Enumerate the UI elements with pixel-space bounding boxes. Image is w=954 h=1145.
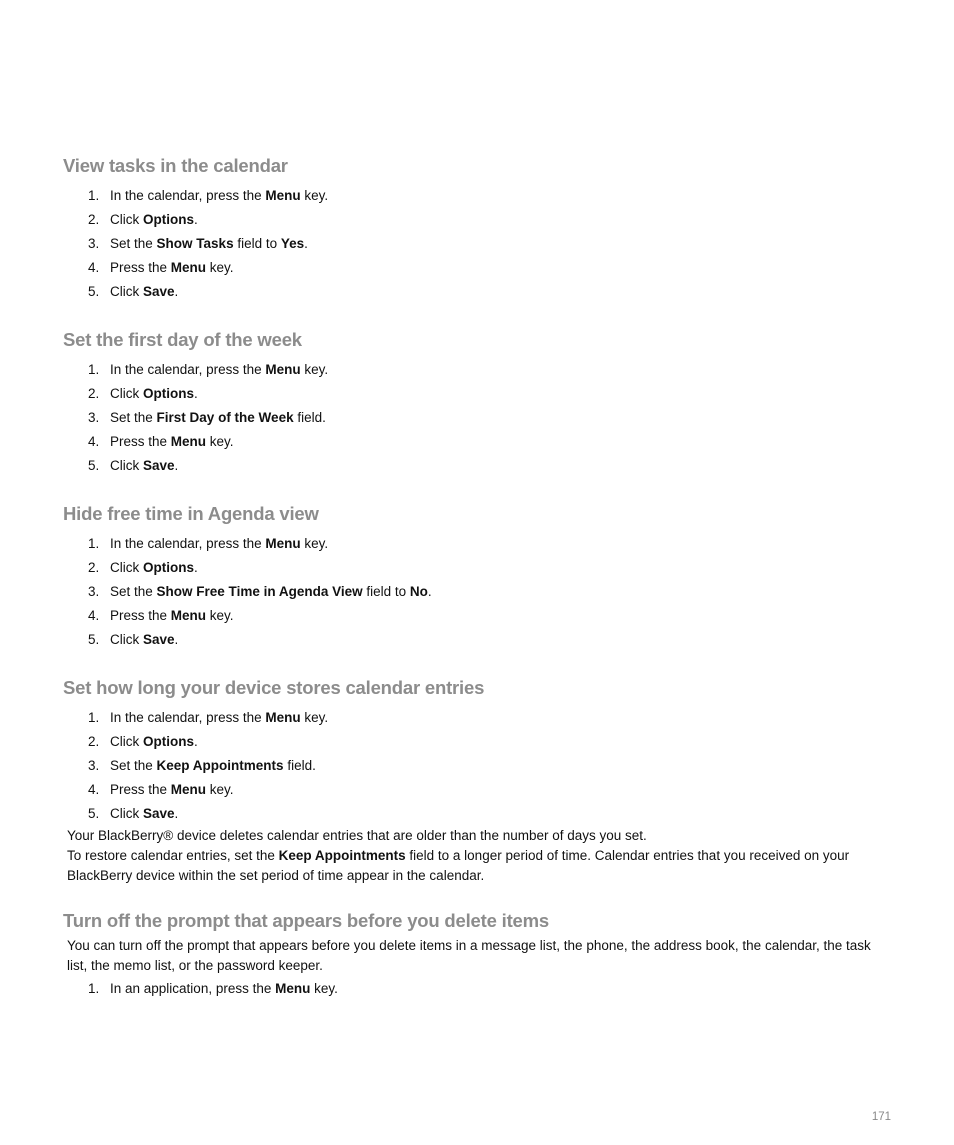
list-item: 4. Press the Menu key.: [88, 260, 234, 275]
section-heading: Hide free time in Agenda view: [63, 503, 319, 524]
steps-list: [63, 187, 893, 307]
section-hide-free-time: [63, 502, 893, 655]
list-item: 3. Set the Show Free Time in Agenda View field to No.: [88, 584, 432, 599]
intro-paragraph: You can turn off the prompt that appears before you delete items in a message list, the phone, the address book, the calendar, the task list, the memo list, or the password keeper.: [67, 938, 871, 973]
page-number: 171: [871, 1111, 891, 1123]
list-item: 3. Set the Show Tasks field to Yes.: [88, 236, 308, 251]
list-item: 3. Set the First Day of the Week field.: [88, 410, 326, 425]
section-heading: View tasks in the calendar: [63, 155, 288, 176]
note-line: Your BlackBerry® device deletes calendar entries that are older than the number of days you set.: [67, 828, 647, 843]
section-delete-prompt: [63, 909, 893, 1004]
section-calendar-entry-storage: [63, 676, 893, 886]
note-line: To restore calendar entries, set the Keep Appointments field to a longer period of time. Calendar entries that you received on your BlackBerry device within the set period of time appear in the calendar.: [67, 848, 850, 883]
list-item: 1. In an application, press the Menu key.: [88, 981, 338, 996]
list-item: 2. Click Options.: [88, 386, 198, 401]
steps-list: [63, 361, 893, 481]
section-heading: Turn off the prompt that appears before you delete items: [63, 910, 549, 931]
list-item: 1. In the calendar, press the Menu key.: [88, 536, 329, 551]
list-item: 1. In the calendar, press the Menu key.: [88, 362, 329, 377]
list-item: 3. Set the Keep Appointments field.: [88, 758, 316, 773]
steps-list: [63, 535, 893, 655]
list-item: 5. Click Save.: [88, 806, 179, 821]
list-item: 1. In the calendar, press the Menu key.: [88, 188, 329, 203]
steps-list: [63, 980, 893, 1004]
list-item: 2. Click Options.: [88, 734, 198, 749]
section-first-day-of-week: [63, 328, 893, 481]
list-item: 5. Click Save.: [88, 458, 179, 473]
section-heading: Set the first day of the week: [63, 329, 302, 350]
list-item: 4. Press the Menu key.: [88, 608, 234, 623]
list-item: 1. In the calendar, press the Menu key.: [88, 710, 329, 725]
list-item: 4. Press the Menu key.: [88, 782, 234, 797]
steps-list: [63, 709, 893, 822]
list-item: 2. Click Options.: [88, 212, 198, 227]
list-item: 5. Click Save.: [88, 632, 179, 647]
note-paragraph: [63, 826, 893, 886]
section-heading: Set how long your device stores calendar entries: [63, 677, 485, 698]
list-item: 2. Click Options.: [88, 560, 198, 575]
section-view-tasks: [63, 154, 893, 307]
list-item: 4. Press the Menu key.: [88, 434, 234, 449]
list-item: 5. Click Save.: [88, 284, 179, 299]
